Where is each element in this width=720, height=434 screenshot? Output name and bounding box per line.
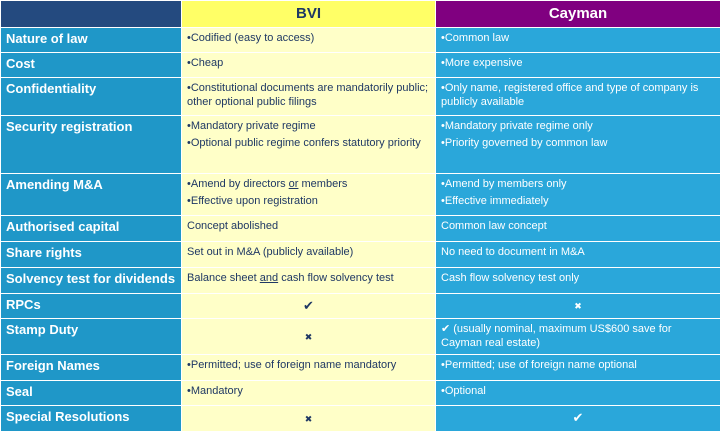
cell-text: •Permitted; use of foreign name mandatory (187, 359, 397, 371)
header-cayman: Cayman (436, 1, 720, 28)
bvi-cell (182, 294, 436, 319)
row-label: Authorised capital (1, 216, 182, 242)
bvi-cell (182, 268, 436, 294)
cayman-cell (436, 28, 720, 53)
cell-text: Set out in M&A (publicly available) (187, 246, 354, 258)
row-label: Confidentiality (1, 78, 182, 116)
underlined-word: or (288, 178, 299, 190)
bvi-cell (182, 242, 436, 268)
cell-text: •Codified (easy to access) (187, 32, 315, 44)
bvi-cell (182, 116, 436, 174)
cell-text: No need to document in M&A (441, 246, 585, 258)
cell-text: Cash flow solvency test only (441, 272, 580, 284)
bvi-cell (182, 319, 436, 355)
bvi-cell (182, 381, 436, 406)
row-label: Foreign Names (1, 355, 182, 381)
row-label: Cost (1, 53, 182, 78)
cayman-cell (436, 78, 720, 116)
cell-text: •Mandatory private regime (187, 120, 316, 132)
table-row (1, 381, 720, 406)
cayman-cell (436, 174, 720, 216)
cross-icon: ✖ (304, 331, 313, 342)
cell-text (187, 177, 430, 191)
bvi-cell (182, 355, 436, 381)
bvi-cell (182, 174, 436, 216)
cayman-cell (436, 242, 720, 268)
cell-text: •Amend by members only (441, 178, 567, 190)
bvi-cell (182, 78, 436, 116)
bvi-cell (182, 53, 436, 78)
cell-text: •Permitted; use of foreign name optional (441, 359, 637, 371)
row-label: Seal (1, 381, 182, 406)
cell-text: •Only name, registered office and type of company is publicly available (441, 82, 699, 108)
bvi-cell (182, 406, 436, 432)
table-row (1, 319, 720, 355)
cell-text: •Optional (441, 385, 486, 397)
header-corner (1, 1, 182, 28)
table-row (1, 116, 720, 174)
bvi-cell (182, 216, 436, 242)
cell-text: Common law concept (441, 220, 547, 232)
check-icon: ✔ (572, 410, 584, 425)
table-row (1, 242, 720, 268)
cell-text: •Constitutional documents are mandatorily public; other optional public filings (187, 82, 429, 108)
cayman-cell (436, 116, 720, 174)
row-label: Special Resolutions (1, 406, 182, 432)
header-row (1, 1, 720, 28)
cell-text: •Mandatory (187, 385, 243, 397)
row-label: Share rights (1, 242, 182, 268)
row-label: RPCs (1, 294, 182, 319)
row-label: Solvency test for dividends (1, 268, 182, 294)
cell-text: •Common law (441, 32, 510, 44)
cell-text: •Cheap (187, 57, 224, 69)
table-row (1, 406, 720, 432)
cayman-cell (436, 319, 720, 355)
check-icon: ✔ (303, 297, 314, 313)
cayman-cell (436, 381, 720, 406)
cell-text (187, 271, 430, 285)
row-label: Stamp Duty (1, 319, 182, 355)
cayman-cell (436, 355, 720, 381)
text-part: cash flow solvency test (278, 272, 394, 284)
cayman-cell (436, 294, 720, 319)
cayman-cell (436, 406, 720, 432)
cayman-cell (436, 53, 720, 78)
cayman-cell (436, 268, 720, 294)
table-row (1, 216, 720, 242)
underlined-word: and (259, 272, 279, 284)
cell-text: Concept abolished (187, 220, 279, 232)
text-part: members (298, 178, 348, 190)
cell-text: •More expensive (441, 57, 523, 69)
cross-icon: ✖ (304, 413, 313, 424)
cross-icon: ✖ (574, 301, 582, 311)
row-label: Security registration (1, 116, 182, 174)
table-row (1, 28, 720, 53)
cell-text: •Effective upon registration (187, 195, 318, 207)
cell-text: •Optional public regime confers statutory priority (187, 137, 421, 149)
cell-text: •Priority governed by common law (441, 137, 608, 149)
table-row (1, 268, 720, 294)
table-row (1, 355, 720, 381)
text-part: •Amend by directors (187, 178, 289, 190)
table-row (1, 78, 720, 116)
cell-text: •Mandatory private regime only (441, 120, 593, 132)
row-label: Amending M&A (1, 174, 182, 216)
cayman-cell (436, 216, 720, 242)
row-label: Nature of law (1, 28, 182, 53)
table-row (1, 53, 720, 78)
table-row (1, 294, 720, 319)
header-bvi: BVI (182, 1, 436, 28)
cell-text: ✔ (usually nominal, maximum US$600 save for Cayman real estate) (441, 323, 672, 349)
text-part: Balance sheet (187, 272, 260, 284)
table-row (1, 174, 720, 216)
cell-text: •Effective immediately (441, 195, 549, 207)
bvi-cell (182, 28, 436, 53)
